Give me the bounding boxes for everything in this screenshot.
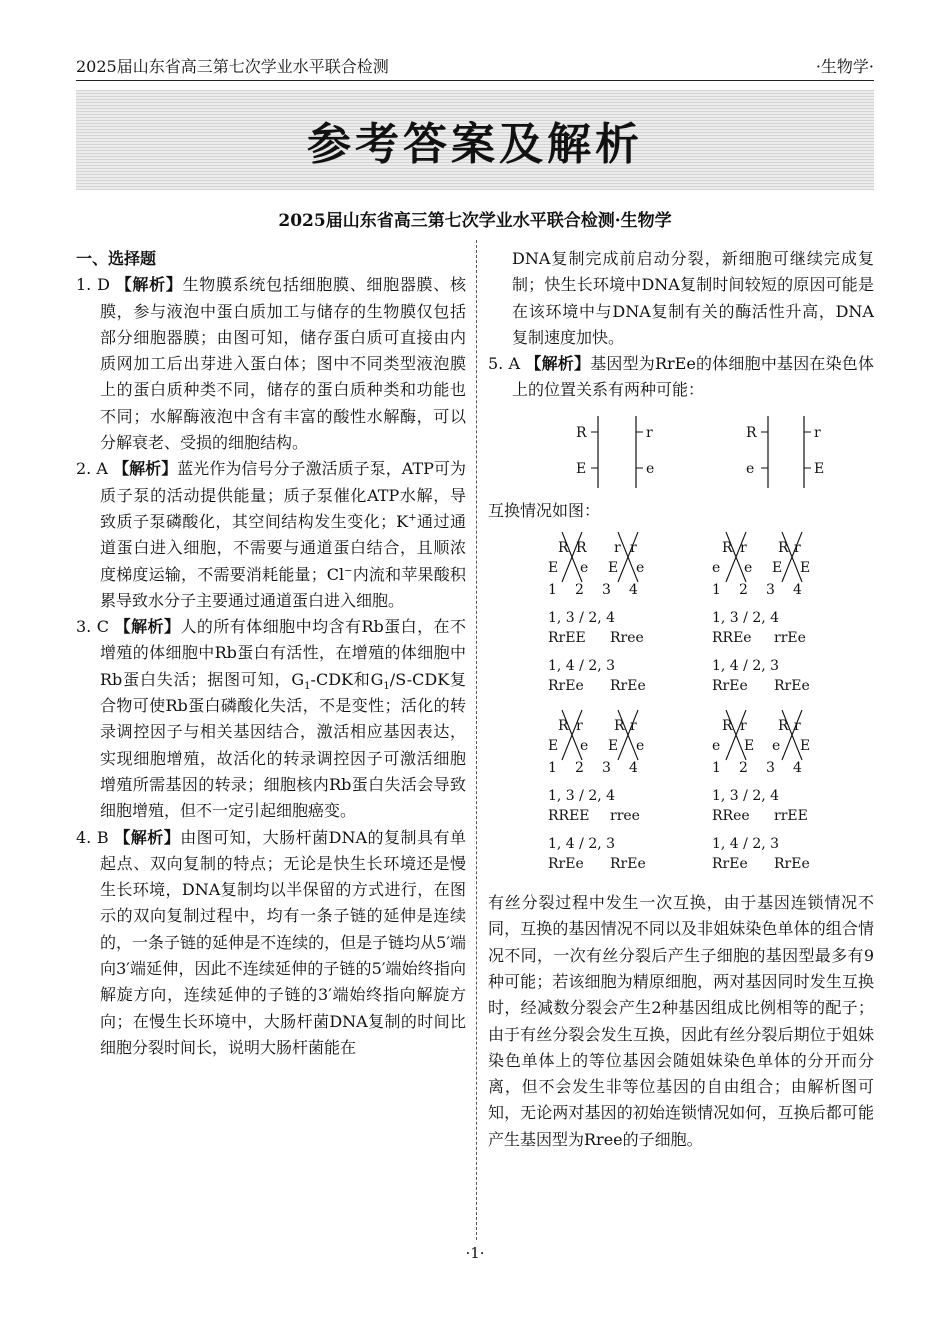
chromatid-number: 4 xyxy=(629,760,638,777)
genotype-label: RrEE xyxy=(548,630,586,647)
combination-label: 1, 4 / 2, 3 xyxy=(712,836,780,853)
answer-text: 人的所有体细胞中均含有Rb蛋白，在不增殖的体细胞中Rb蛋白有活性，在增殖的体细胞中Rb蛋白失活；据图可知，G xyxy=(100,617,466,689)
combination-label: 1, 3 / 2, 4 xyxy=(548,610,616,627)
column-divider xyxy=(476,240,477,1240)
answer-number: 4. B xyxy=(76,827,109,847)
gene-label: E xyxy=(814,460,825,477)
answer-item-1 xyxy=(76,272,466,456)
answer-item-5-continued: 有丝分裂过程中发生一次互换，由于基因连锁情况不同，互换的基因情况不同以及非姐妹染色单体的组合情况不同，一次有丝分裂后产生子细胞的基因型最多有9种可能；若该细胞为精原细胞，两对基因同时发生互换时，经减数分裂会产生2种基因组成比例相等的配子；由于有丝分裂会发生互换，因此有丝分裂后期位于姐妹染色单体上的等位基因会随姐妹染色单体的分开而分离，但不会发生非等位基因的自由组合；由解析图可知，无论两对基因的初始连锁情况如何，互换后都可能产生基因型为Rree的子细胞。 xyxy=(488,893,874,1149)
gene-label: R xyxy=(558,540,569,557)
genotype-label: rrEe xyxy=(774,630,806,647)
analysis-tag: 【解析】 xyxy=(113,459,178,479)
gene-label: R xyxy=(558,718,569,735)
gene-label: e xyxy=(580,560,589,577)
answer-text: 内流和苹果酸积累导致水分子主要通过通道蛋白进入细胞。 xyxy=(100,564,466,610)
subscript: 1 xyxy=(304,680,311,692)
gene-label: r xyxy=(814,424,821,441)
chromatid-number: 2 xyxy=(575,582,584,599)
answer-item-4-continued: DNA复制完成前启动分裂，新细胞可继续完成复制；快生长环境中DNA复制时间较短的原因可能是在该环境中与DNA复制有关的酶活性升高，DNA复制速度加快。 xyxy=(512,249,874,347)
genotype-label: RrEe xyxy=(774,856,810,873)
chromatid-number: 1 xyxy=(548,582,557,599)
gene-label: r xyxy=(794,718,801,735)
genotype-label: RrEe xyxy=(548,678,584,695)
superscript: − xyxy=(344,565,353,577)
gene-label: r xyxy=(630,718,637,735)
gene-label: e xyxy=(772,738,781,755)
answer-item-3 xyxy=(76,614,466,824)
gene-label: E xyxy=(800,738,811,755)
title-banner xyxy=(76,90,874,190)
gene-label: R xyxy=(576,424,587,441)
genotype-label: RrEe xyxy=(548,856,584,873)
gene-label: E xyxy=(548,738,559,755)
page-number: ·1· xyxy=(465,1244,485,1262)
combination-label: 1, 3 / 2, 4 xyxy=(548,788,616,805)
answer-number: 2. A xyxy=(76,459,108,479)
gene-label: E xyxy=(576,460,587,477)
genotype-label: RrEe xyxy=(610,856,646,873)
gene-label: R xyxy=(746,424,757,441)
chromatid-number: 4 xyxy=(793,582,802,599)
page-subtitle: 2025届山东省高三第七次学业水平联合检测·生物学 xyxy=(278,211,672,231)
banner-title: 参考答案及解析 xyxy=(307,119,643,170)
swap-intro: 互换情况如图： xyxy=(488,500,601,520)
section-heading: 一、选择题 xyxy=(76,249,157,268)
answer-text: 生物膜系统包括细胞膜、细胞器膜、核膜，参与液泡中蛋白质加工与储存的生物膜仅包括部分细胞器膜；由图可知，储存蛋白质可直接由内质网加工后出芽进入蛋白体；图中不同类型液泡膜上的蛋白质种类不同，储存的蛋白质种类和功能也不同；水解酶液泡中含有丰富的酸性水解酶，可以分解衰老、受损的细胞结构。 xyxy=(100,275,466,453)
chromosome-pair-2 xyxy=(746,416,824,488)
genotype-label: RREe xyxy=(712,630,752,647)
header-title: 2025届山东省高三第七次学业水平联合检测 xyxy=(76,57,389,76)
answer-number: 5. A xyxy=(488,354,521,374)
chromatid-number: 2 xyxy=(575,760,584,777)
gene-label: e xyxy=(744,560,753,577)
gene-label: E xyxy=(608,738,619,755)
gene-label: E xyxy=(800,560,811,577)
gene-label: e xyxy=(636,560,645,577)
answer-item-4 xyxy=(76,825,466,1062)
genotype-label: RREE xyxy=(548,808,590,825)
left-column xyxy=(76,246,466,1061)
gene-label: e xyxy=(580,738,589,755)
genotype-label: Rree xyxy=(610,630,644,647)
chromatid-number: 1 xyxy=(712,760,721,777)
gene-label: e xyxy=(746,460,755,477)
gene-label: E xyxy=(744,738,755,755)
chromatid-number: 1 xyxy=(712,582,721,599)
combination-label: 1, 4 / 2, 3 xyxy=(712,658,780,675)
combination-label: 1, 3 / 2, 4 xyxy=(712,788,780,805)
gene-label: R xyxy=(778,540,789,557)
header-subject: ·生物学· xyxy=(815,57,874,76)
answer-item-2 xyxy=(76,456,466,614)
genotype-label: rrEE xyxy=(774,808,808,825)
gene-label: e xyxy=(712,738,721,755)
answer-text: 蓝光作为信号分子激活质子泵，ATP可为质子泵的活动提供能量；质子泵催化ATP水解，导致质子泵磷酸化，其空间结构发生变化；K xyxy=(100,459,466,531)
gene-label: r xyxy=(576,718,583,735)
genotype-label: rree xyxy=(610,808,640,825)
crossover-diagram xyxy=(512,526,852,884)
gene-label: E xyxy=(548,560,559,577)
chromatid-number: 3 xyxy=(766,582,775,599)
analysis-tag: 【解析】 xyxy=(114,617,181,637)
analysis-tag: 【解析】 xyxy=(115,275,183,295)
chromatid-number: 4 xyxy=(629,582,638,599)
answer-number: 1. D xyxy=(76,275,110,295)
gene-label: r xyxy=(740,540,747,557)
answer-item-5 xyxy=(488,351,874,404)
gene-label: R xyxy=(722,718,733,735)
answer-text: 通过通道蛋白进入细胞，不需要与通道蛋白结合，且顺浓度梯度运输，不需要消耗能量；Cl xyxy=(100,511,466,584)
genotype-label: RrEe xyxy=(774,678,810,695)
genotype-label: RrEe xyxy=(712,678,748,695)
chromatid-number: 3 xyxy=(602,582,611,599)
gene-label: R xyxy=(614,718,625,735)
chromosome-pair-1 xyxy=(576,416,654,488)
answer-number: 3. C xyxy=(76,617,110,637)
gene-label: R xyxy=(576,540,587,557)
chromatid-number: 1 xyxy=(548,760,557,777)
subscript: 1 xyxy=(383,680,390,692)
answer-text: 由图可知，大肠杆菌DNA的复制具有单起点、双向复制的特点；无论是快生长环境还是慢生长环境，DNA复制均以半保留的方式进行，在图示的双向复制过程中，均有一条子链的延伸是连续的，一条子链的延伸是不连续的，但是子链均从5′端向3′端延伸，因此不连续延伸的子链的5′端始终指向解旋方向，连续延伸的子链的3′端始终指向解旋方向；在慢生长环境中，大肠杆菌DNA复制的时间比细胞分裂时间长，说明大肠杆菌能在 xyxy=(100,827,466,1057)
combination-label: 1, 4 / 2, 3 xyxy=(548,658,616,675)
superscript: + xyxy=(408,512,417,524)
chromatid-number: 2 xyxy=(739,582,748,599)
gene-label: r xyxy=(646,424,653,441)
genotype-label: RrEe xyxy=(610,678,646,695)
chromatid-number: 3 xyxy=(602,760,611,777)
answer-text: -CDK和G xyxy=(310,669,384,689)
combination-label: 1, 3 / 2, 4 xyxy=(712,610,780,627)
right-column xyxy=(488,246,874,1153)
analysis-tag: 【解析】 xyxy=(525,354,591,374)
answer-text: 基因型为RrEe的体细胞中基因在染色体上的位置关系有两种可能： xyxy=(512,354,874,400)
genotype-label: RrEe xyxy=(712,856,748,873)
gene-label: E xyxy=(772,560,783,577)
header-rule xyxy=(76,80,874,81)
gene-label: R xyxy=(722,540,733,557)
combination-label: 1, 4 / 2, 3 xyxy=(548,836,616,853)
gene-label: e xyxy=(646,460,655,477)
gene-position-diagram xyxy=(512,410,852,494)
answer-text: /S-CDK复合物可使Rb蛋白磷酸化失活，不是变性；活化的转录调控因子与相关基因结合，激活相应基因表达，实现细胞增殖，故活化的转录调控因子可激活细胞增殖所需基因的转录；细胞核内Rb蛋白失活会导致细胞增殖，但不一定引起细胞癌变。 xyxy=(100,669,466,821)
analysis-tag: 【解析】 xyxy=(114,827,181,847)
chromatid-number: 2 xyxy=(739,760,748,777)
genotype-label: RRee xyxy=(712,808,750,825)
gene-label: R xyxy=(778,718,789,735)
gene-label: e xyxy=(636,738,645,755)
gene-label: r xyxy=(630,540,637,557)
chromatid-number: 3 xyxy=(766,760,775,777)
gene-label: E xyxy=(608,560,619,577)
gene-label: r xyxy=(794,540,801,557)
chromatid-number: 4 xyxy=(793,760,802,777)
gene-label: r xyxy=(614,540,621,557)
gene-label: r xyxy=(740,718,747,735)
gene-label: e xyxy=(712,560,721,577)
